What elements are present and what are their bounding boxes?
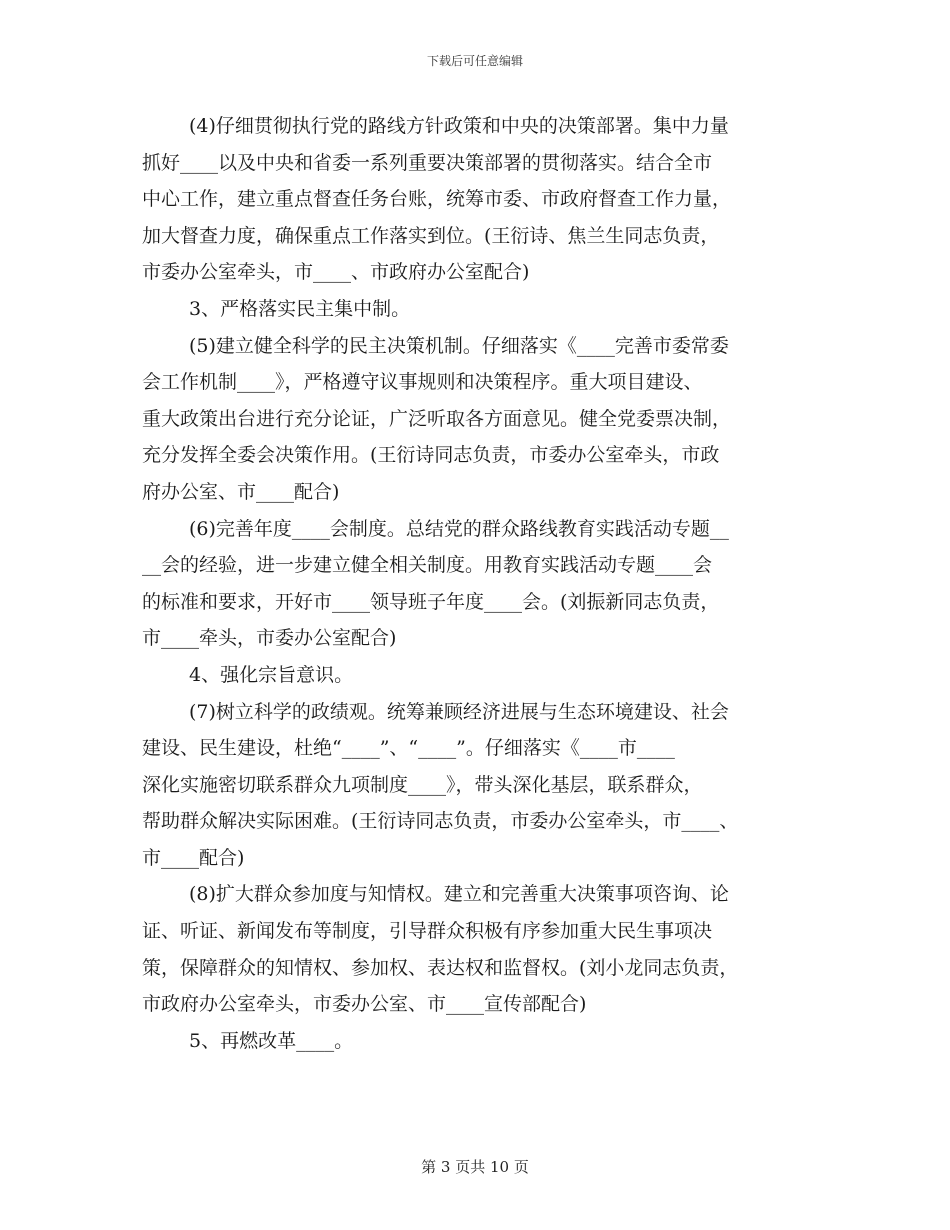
section-heading-4: 4、强化宗旨意识。 [189,663,354,686]
paragraph-6-line-1: (6)完善年度____会制度。总结党的群众路线教育实践活动专题__ [189,517,729,540]
paragraph-5-line-5: 府办公室、市____配合) [142,480,340,503]
paragraph-8-line-2: 证、听证、新闻发布等制度，引导群众积极有序参加重大民生事项决 [142,920,713,943]
paragraph-7-line-3: 深化实施密切联系群众九项制度____》，带头深化基层，联系群众， [142,773,703,796]
paragraph-6-line-3: 的标准和要求，开好市____领导班子年度____会。(刘振新同志负责， [142,590,720,613]
paragraph-8-line-1: (8)扩大群众参加度与知情权。建立和完善重大决策事项咨询、论 [189,883,729,906]
page-header-note: 下载后可任意编辑 [426,54,523,68]
paragraph-7-line-2: 建设、民生建设，杜绝“____”、“____”。仔细落实《____市____ [142,737,675,760]
paragraph-6-line-4: 市____牵头，市委办公室配合) [142,627,397,650]
paragraph-6-line-2: __会的经验，进一步建立健全相关制度。用教育实践活动专题____会 [142,554,713,577]
paragraph-4-line-1: (4)仔细贯彻执行党的路线方针政策和中央的决策部署。集中力量 [189,115,729,137]
page-number: 第 3 页共 10 页 [421,1158,529,1176]
paragraph-4-line-4: 加大督查力度，确保重点工作落实到位。(王衍诗、焦兰生同志负责， [142,224,720,247]
paragraph-7-line-5: 市____配合) [142,846,245,869]
paragraph-8-line-4: 市政府办公室牵头，市委办公室、市____宣传部配合) [142,993,587,1016]
paragraph-5-line-3: 重大政策出台进行充分论证，广泛听取各方面意见。健全党委票决制， [142,407,732,430]
paragraph-8-line-3: 策，保障群众的知情权、参加权、表达权和监督权。(刘小龙同志负责， [142,956,739,979]
paragraph-7-line-4: 帮助群众解决实际困难。(王衍诗同志负责，市委办公室牵头，市____、 [142,810,739,833]
paragraph-5-line-1: (5)建立健全科学的民主决策机制。仔细落实《____完善市委常委 [189,334,729,357]
paragraph-4-line-2: 抓好____以及中央和省委一系列重要决策部署的贯彻落实。结合全市 [142,151,713,174]
paragraph-5-line-2: 会工作机制____》，严格遵守议事规则和决策程序。重大项目建设、 [142,371,703,394]
paragraph-5-line-4: 充分发挥全委会决策作用。(王衍诗同志负责，市委办公室牵头，市政 [142,444,720,467]
paragraph-4-line-5: 市委办公室牵头，市____、市政府办公室配合) [142,261,530,284]
paragraph-7-line-1: (7)树立科学的政绩观。统筹兼顾经济进展与生态环境建设、社会 [189,700,729,723]
section-heading-5: 5、再燃改革____。 [189,1029,354,1052]
document-body [142,108,812,1059]
paragraph-4-line-3: 中心工作，建立重点督查任务台账，统筹市委、市政府督查工作力量， [142,188,732,211]
section-heading-3: 3、严格落实民主集中制。 [189,297,411,320]
